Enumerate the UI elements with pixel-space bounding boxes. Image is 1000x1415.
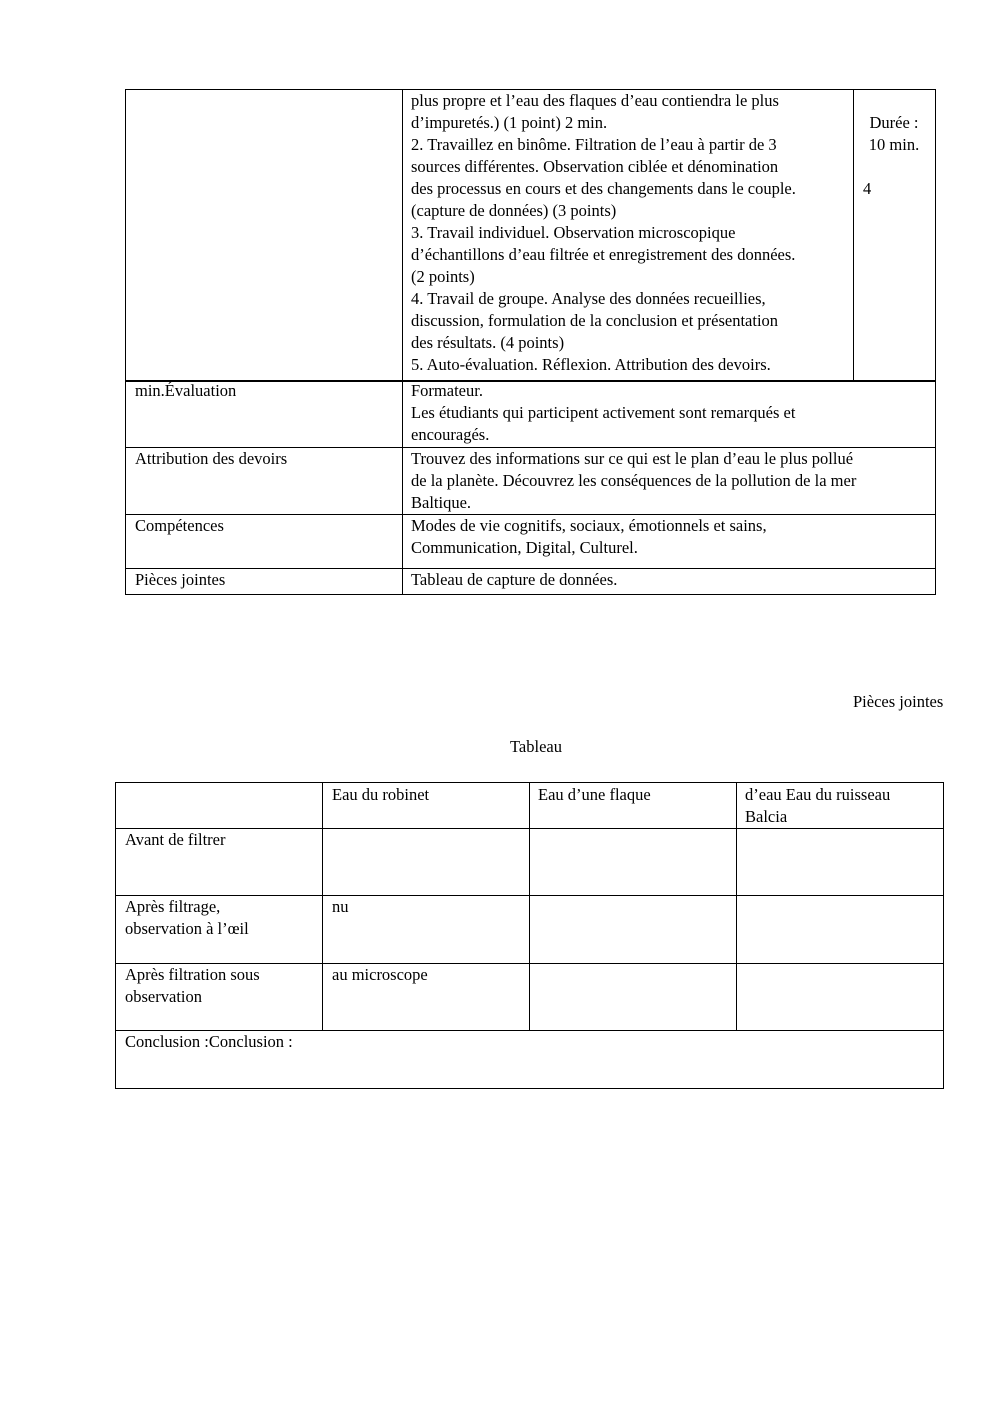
lesson-plan-table: [125, 89, 936, 595]
column-divider: [322, 783, 323, 1030]
header-puddle-water: Eau d’une flaque: [538, 785, 651, 804]
header-stream-water: d’eau Eau du ruisseau Balcia: [745, 785, 891, 826]
duration-column-divider: [853, 90, 854, 380]
activities-text: plus propre et l’eau des flaques d’eau contiendra le plus d’impuretés.) (1 point) 2 min. 2. Travaillez en binôme. Filtration de l’eau à partir de 3 sources différentes. Observation ciblée et dénomination des processus en cours et des changements dans le couple. (capture de données) (3 points) 3. Travail individuel. Observation microscopique d’échantillons d’eau filtrée et enregistrement des données. (2 points) 4. Travail de groupe. Analyse des données recueillies, discussion, formulation de la conclusion et présentation des résultats. (4 points) 5. Auto-évaluation. Réflexion. Attribution des devoirs.: [411, 91, 796, 374]
duration-value: 10 min.: [868, 135, 920, 154]
attachments-label: Pièces jointes: [135, 570, 226, 589]
competences-label: Compétences: [135, 516, 224, 535]
homework-text: Trouvez des informations sur ce qui est le plan d’eau le plus pollué de la planète. Découvrez les conséquences de la pollution de la mer Baltique.: [411, 449, 857, 512]
column-divider: [402, 90, 403, 594]
evaluation-label: min.Évaluation: [135, 381, 237, 400]
table-caption: Tableau: [510, 737, 562, 756]
attachments-heading: Pièces jointes: [853, 692, 944, 711]
row-cell-microscope: au microscope: [332, 965, 428, 984]
duration-cell: [861, 112, 927, 156]
conclusion-label: Conclusion :Conclusion :: [125, 1032, 293, 1051]
duration-label: Durée :: [869, 113, 919, 132]
attachments-text: Tableau de capture de données.: [411, 570, 618, 589]
duration-number: 4: [863, 179, 872, 198]
homework-label: Attribution des devoirs: [135, 449, 288, 468]
row-label-after-filtration-microscope: Après filtration sous observation: [125, 965, 260, 1006]
row-label-after-filtering-eye: Après filtrage, observation à l’œil: [125, 897, 249, 938]
column-divider: [736, 783, 737, 1030]
competences-text: Modes de vie cognitifs, sociaux, émotionnels et sains, Communication, Digital, Culturel.: [411, 516, 767, 557]
row-label-before-filtering: Avant de filtrer: [125, 830, 226, 849]
evaluation-text: Formateur. Les étudiants qui participent activement sont remarqués et encouragés.: [411, 381, 796, 444]
header-tap-water: Eau du robinet: [332, 785, 430, 804]
column-divider: [529, 783, 530, 1030]
data-capture-table: [115, 782, 944, 1089]
row-cell-naked: nu: [332, 897, 349, 916]
